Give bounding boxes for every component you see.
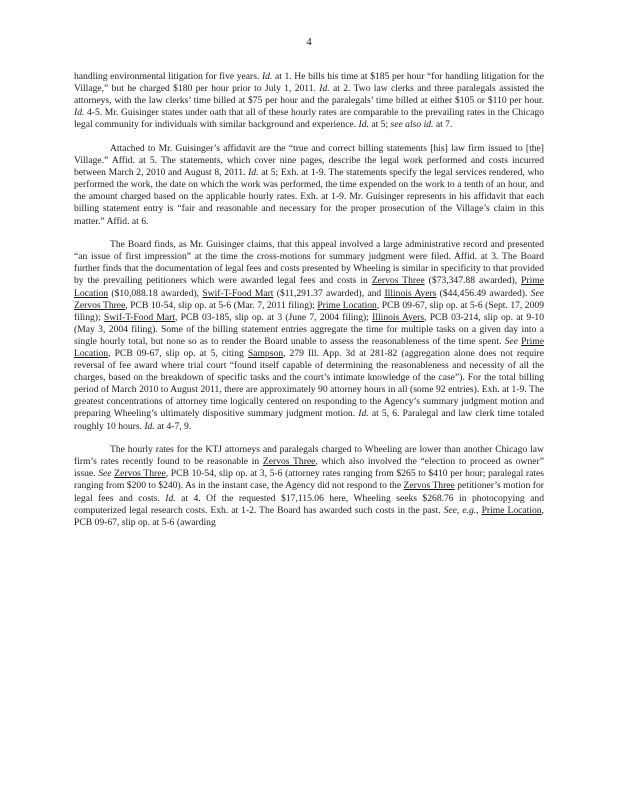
text-run: at 4. Of the requested $17,115.06 here, Wheeling seeks $268.76 in photocopying and computerized legal research costs. Exh. at 1-2. The Board has awarded such costs in the past. bbox=[74, 492, 545, 516]
text-run: at 4-7, 9. bbox=[154, 420, 192, 432]
case-name: Zervos Three bbox=[114, 468, 166, 480]
text-run: at 2. Two law clerks and three paralegals assisted the attorneys, with the law clerks’ time billed at $75 per hour and the paralegals’ time billed at either $105 or $110 per hour. bbox=[74, 83, 544, 107]
case-name: Swif-T-Food Mart bbox=[202, 287, 274, 299]
citation: Id. bbox=[358, 119, 369, 131]
text-run: The hourly rates for the KTJ attorneys and paralegals charged to Wheeling are lower than another Chicago law firm’s rates recently found to be reasonable in bbox=[74, 444, 544, 468]
text-run: The Board finds, as Mr. Guisinger claims, that this appeal involved a large administrative record and presented “an issue of first impression” at the time the cross-motions for summary judgment were filed. Affid. at 3. The Board further finds that the documentation of legal fees and costs presented by Wheeling is similar in specificity to that provided by the prevailing petitioners which were awarded legal fees and costs in bbox=[74, 239, 544, 287]
case-name: Illinois Ayers bbox=[384, 287, 437, 299]
text-run: , PCB 10-54, slip op. at 5-6 (Mar. 7, 2011 filing); bbox=[125, 299, 318, 311]
text-run: ($73,347.88 awarded), bbox=[424, 275, 522, 287]
text-run: at 5; Exh. at 1-9. The statements specify the legal services rendered, who performed the work, the date on which the work was performed, the time expended on the work to a tenth of an hour, and the amount charged based on the applicable hourly rates. Exh. at 1-9. Mr. Guisinger represents in his affidavit that each billing statement entry is “fair and reasonable and necessary for the proper prosecution of the Village’s claim in this matter.” Affid. at 6. bbox=[74, 167, 544, 227]
text-run: , bbox=[476, 504, 482, 516]
paragraph-hourly-rates-comparison bbox=[74, 444, 544, 529]
text-run: 4-5. Mr. Guisinger states under oath that all of these hourly rates are comparable to the prevailing rates in the Chicago legal community for individuals with similar background and experience. bbox=[74, 107, 544, 131]
signal-word: See bbox=[504, 335, 518, 347]
signal-word: See bbox=[98, 468, 112, 480]
text-run: , PCB 09-67, slip op. at 5-6 (Sept. 17, 2009 filing); bbox=[74, 299, 544, 323]
citation: Id. bbox=[74, 107, 85, 119]
text-run: , PCB 10-54, slip op. at 3, 5-6 (attorney rates ranging from $265 to $410 per hour; paralegal rates ranging from $200 to $240). As in the instant case, the Agency did not respond to the bbox=[74, 468, 545, 492]
text-run: petitioner’s motion for legal fees and costs. bbox=[74, 480, 544, 504]
case-name: Prime Location bbox=[74, 275, 545, 299]
citation: Id. bbox=[248, 167, 259, 179]
citation: Id. bbox=[319, 83, 330, 95]
text-run: Attached to Mr. Guisinger’s affidavit are the “true and correct billing statements [his] law firm issued to [the] Village.” Affid. at 5. The statements, which cover nine pages, describe the legal work performed and costs incurred between March 2, 2010 and August 8, 2011. bbox=[74, 142, 544, 179]
text-run: handling environmental litigation for five years. bbox=[74, 71, 262, 82]
text-run: , PCB 09-67, slip op. at 5-6 (awarding bbox=[74, 504, 544, 528]
text-run: at 5, 6. Paralegal and law clerk time totaled roughly 10 hours. bbox=[74, 408, 544, 432]
paragraph-billing-statements bbox=[74, 143, 544, 228]
case-name: Zervos Three bbox=[403, 480, 455, 492]
signal-word: See, e.g. bbox=[443, 504, 477, 516]
case-name: Prime Location bbox=[481, 504, 542, 516]
citation: see also id. bbox=[390, 119, 434, 131]
text-run: at 5; bbox=[368, 119, 391, 131]
case-name: Sampson bbox=[247, 347, 284, 359]
page-number: 4 bbox=[306, 36, 312, 48]
case-name: Prime Location bbox=[317, 299, 377, 311]
text-run: , which also involved the “election to proceed as owner” issue. bbox=[74, 456, 544, 480]
text-run: , PCB 03-214, slip op. at 9-10 (May 3, 2004 filing). Some of the billing statement entries aggregate the time for multiple tasks on a given day into a single hourly total, but none so as to render the Board unable to assess the reasonableness of the time spent. bbox=[74, 311, 544, 347]
citation: Id. bbox=[261, 71, 273, 82]
signal-word: See bbox=[530, 287, 544, 299]
case-name: Illinois Ayers bbox=[372, 311, 425, 323]
case-name: Swif-T-Food Mart bbox=[103, 311, 175, 323]
case-name: Zervos Three bbox=[371, 275, 425, 287]
citation: Id. bbox=[358, 408, 369, 420]
citation: Id. bbox=[165, 492, 176, 504]
case-name: Zervos Three bbox=[74, 299, 126, 311]
paragraph-attorney-rates bbox=[74, 71, 544, 131]
text-run: , PCB 03-185, slip op. at 3 (June 7, 2004 filing); bbox=[175, 311, 373, 323]
text-run: ($10,088.18 awarded), bbox=[108, 287, 203, 299]
case-name: Zervos Three bbox=[262, 456, 316, 468]
text-run: , PCB 09-67, slip op. at 5, citing bbox=[108, 347, 248, 359]
text-run: , 279 Ill. App. 3d at 281-82 (aggregation alone does not require reversal of fee award where trial court “found itself capable of determining the reasonableness and necessity of all the charges, based on the breakdown of specific tasks and the court’s intimate knowledge of the case”). For the total billing period of March 2010 to August 2011, there are approximately 90 attorney hours in all (some 92 entries). Exh. at 1-9. The greatest concentrations of attorney time logically centered on responding to the Agency’s summary judgment motion and preparing Wheeling’s ultimately dispositive summary judgment motion. bbox=[74, 347, 544, 420]
citation: Id. bbox=[144, 420, 155, 432]
text-run: at 1. He bills his time at $185 per hour “for handling litigation for the Village,” but he charged $180 per hour prior to July 1, 2011. bbox=[74, 71, 544, 95]
text-run: ($44,456.49 awarded). bbox=[436, 287, 531, 299]
paragraph-board-findings bbox=[74, 239, 544, 433]
text-run: ($11,291.37 awarded), and bbox=[273, 287, 385, 299]
document-body bbox=[74, 71, 544, 529]
text-run: at 7. bbox=[433, 119, 453, 131]
case-name: Prime Location bbox=[74, 335, 544, 359]
